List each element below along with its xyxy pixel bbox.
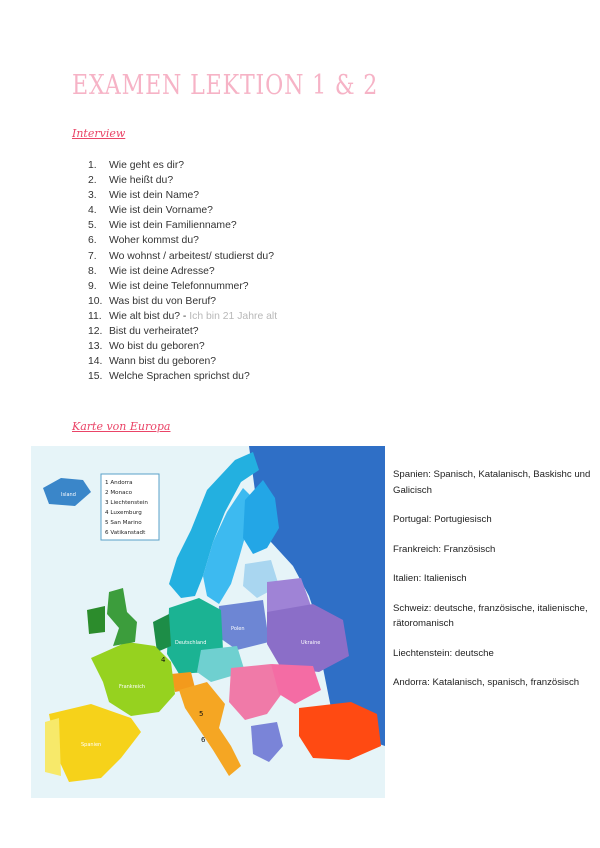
map-number-5: 5 <box>199 710 204 718</box>
page-title: EXAMEN LEKTION 1 & 2 <box>72 70 379 101</box>
legend-item: 1 Andorra <box>105 480 133 486</box>
list-item: 6. Woher kommst du? <box>88 235 199 247</box>
map-label-spanien: Spanien <box>81 742 102 748</box>
list-item: 3. Wie ist dein Name? <box>88 190 200 202</box>
list-item: 10. Was bist du von Beruf? <box>88 295 217 307</box>
language-entry: Portugal: Portugiesisch <box>393 514 492 525</box>
list-item: 9. Wie ist deine Telefonnummer? <box>88 280 249 292</box>
map-label-frankreich: Frankreich <box>119 684 146 690</box>
language-entry: Italien: Italienisch <box>393 573 467 584</box>
map-label-deutschland: Deutschland <box>175 640 207 646</box>
map-label-polen: Polen <box>231 626 245 632</box>
interview-heading: Interview <box>72 127 126 140</box>
language-entry: Schweiz: deutsche, französische, italienische, rätoromanisch <box>393 602 588 629</box>
list-item: 14. Wann bist du geboren? <box>88 356 217 368</box>
language-entry: Andorra: Katalanisch, spanisch, französisch <box>393 677 580 688</box>
list-item: 11. Wie alt bist du? - Ich bin 21 Jahre alt <box>88 310 278 322</box>
map-number-4: 4 <box>161 656 166 664</box>
legend-item: 5 San Marino <box>105 520 142 526</box>
list-item: 12. Bist du verheiratet? <box>88 326 199 338</box>
portugal-region <box>45 718 61 776</box>
turkey-region <box>299 702 381 760</box>
map-label-island: Island <box>61 492 76 498</box>
language-entry: Spanien: Spanisch, Katalanisch, Baskishc und Galicisch <box>393 469 591 496</box>
answer-text: Ich bin 21 Jahre alt <box>189 310 278 322</box>
list-item: 8. Wie ist deine Adresse? <box>88 265 215 277</box>
languages-list <box>393 467 593 705</box>
language-entry: Liechtenstein: deutsche <box>393 647 494 659</box>
language-entry: Frankreich: Französisch <box>393 543 496 555</box>
question-list <box>88 158 277 384</box>
list-item: 4. Wie ist dein Vorname? <box>88 205 213 217</box>
legend-item: 4 Luxemburg <box>105 510 142 516</box>
list-item: 2. Wie heißt du? <box>88 175 174 187</box>
map-number-6: 6 <box>201 736 206 744</box>
list-item: 15. Welche Sprachen sprichst du? <box>88 371 250 383</box>
list-item: 1. Wie geht es dir? <box>88 160 185 171</box>
legend-item: 3 Liechtenstein <box>105 500 148 506</box>
list-item: 7. Wo wohnst / arbeitest/ studierst du? <box>88 250 274 262</box>
ireland-region <box>87 606 105 634</box>
list-item: 5. Wie ist dein Familienname? <box>88 220 237 232</box>
list-item: 13. Wo bist du geboren? <box>88 341 205 353</box>
map-heading: Karte von Europa <box>72 420 171 433</box>
map-label-ukraine: Ukraine <box>301 640 321 646</box>
europe-map <box>31 446 385 798</box>
legend-item: 2 Monaco <box>105 490 133 496</box>
legend-item: 6 Vatikanstadt <box>105 530 146 536</box>
